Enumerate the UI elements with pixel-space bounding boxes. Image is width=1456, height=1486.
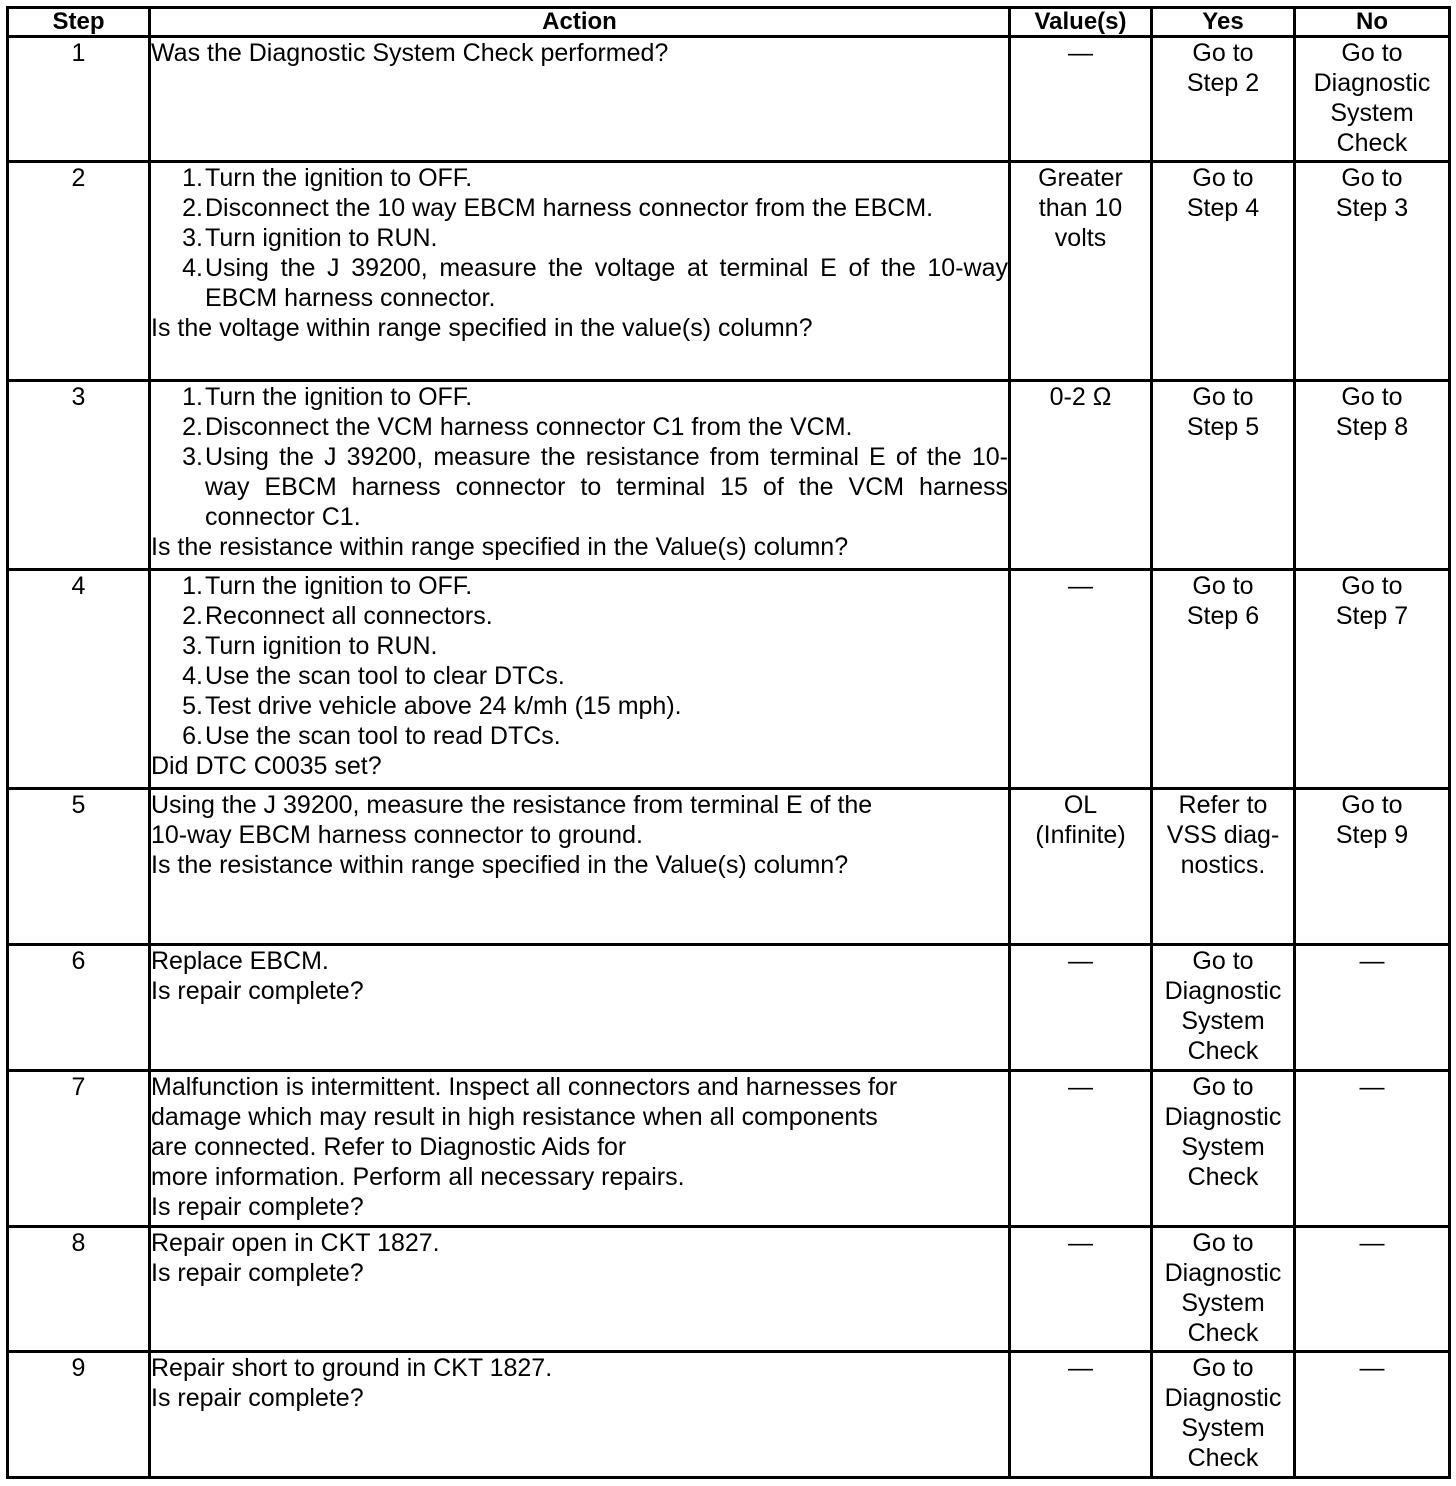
action-question: Is the voltage within range specified in the value(s) column? <box>151 313 813 342</box>
yes-line: Go to <box>1192 382 1254 411</box>
action-question: Is the resistance within range specified in the Value(s) column? <box>151 532 849 561</box>
action-step-text: Turn the ignition to OFF. <box>205 571 473 600</box>
no-line: Go to <box>1341 39 1403 67</box>
action-step-number: 3. <box>182 442 203 471</box>
value-line: — <box>1068 39 1093 67</box>
action-line: Using the J 39200, measure the resistance from terminal E of the <box>151 791 873 820</box>
no-cell <box>1295 789 1450 945</box>
step-number: 1 <box>8 37 150 162</box>
no-cell <box>1295 569 1450 788</box>
table-row <box>8 945 1450 1071</box>
action-line: Repair short to ground in CKT 1827. <box>151 1354 553 1383</box>
action-steps-list <box>151 571 1008 751</box>
action-step <box>182 442 1008 532</box>
action-line: 10-way EBCM harness connector to ground. <box>151 821 643 850</box>
value-line: — <box>1068 1228 1093 1257</box>
value-cell <box>1010 569 1152 788</box>
yes-line: Go to <box>1192 39 1254 67</box>
no-line: Check <box>1336 129 1408 157</box>
action-cell <box>150 1352 1010 1478</box>
step-number: 9 <box>8 1352 150 1478</box>
action-step-number: 3. <box>182 223 203 252</box>
value-cell <box>1010 1352 1152 1478</box>
step-number: 8 <box>8 1226 150 1352</box>
action-line: Is repair complete? <box>151 1192 364 1221</box>
action-line: Is repair complete? <box>151 1384 364 1413</box>
yes-cell <box>1152 161 1295 380</box>
action-step-text: Use the scan tool to clear DTCs. <box>205 661 565 690</box>
yes-cell <box>1152 380 1295 569</box>
yes-line: Diagnostic <box>1164 1384 1282 1413</box>
value-line: — <box>1068 1354 1093 1383</box>
yes-cell <box>1152 1352 1295 1478</box>
action-line: Is repair complete? <box>151 1258 364 1287</box>
yes-line: Diagnostic <box>1164 977 1282 1005</box>
action-step-text: Using the J 39200, measure the voltage at terminal E of the 10-way EBCM harness connector. <box>205 253 1008 312</box>
table-row <box>8 161 1450 380</box>
action-line: Repair open in CKT 1827. <box>151 1228 440 1257</box>
step-number: 6 <box>8 945 150 1071</box>
step-number: 4 <box>8 569 150 788</box>
action-question: Did DTC C0035 set? <box>151 751 382 780</box>
no-cell <box>1295 1352 1450 1478</box>
table-row <box>8 1226 1450 1352</box>
yes-cell <box>1152 1070 1295 1226</box>
action-step-text: Test drive vehicle above 24 k/mh (15 mph). <box>205 691 682 720</box>
header-values: Value(s) <box>1010 8 1152 37</box>
no-line: — <box>1359 947 1385 975</box>
action-step-number: 4. <box>182 253 203 282</box>
action-step <box>182 412 1008 442</box>
action-step-text: Use the scan tool to read DTCs. <box>205 721 561 750</box>
header-yes: Yes <box>1152 8 1295 37</box>
action-step-number: 1. <box>182 382 203 411</box>
action-step <box>182 382 1008 412</box>
yes-line: Go to <box>1192 163 1254 192</box>
action-step <box>182 721 1008 751</box>
value-line: — <box>1068 947 1093 975</box>
step-number: 7 <box>8 1070 150 1226</box>
yes-line: Step 2 <box>1186 69 1260 97</box>
value-line: Greater <box>1038 163 1123 192</box>
step-number: 5 <box>8 789 150 945</box>
action-step-text: Disconnect the VCM harness connector C1 from the VCM. <box>205 412 853 441</box>
no-line: Step 9 <box>1335 821 1409 850</box>
action-step-number: 1. <box>182 571 203 600</box>
yes-cell <box>1152 789 1295 945</box>
action-cell <box>150 945 1010 1071</box>
action-steps-list <box>151 163 1008 313</box>
yes-line: Step 6 <box>1186 601 1260 630</box>
no-line: Go to <box>1341 382 1403 411</box>
value-line: than 10 <box>1038 193 1123 222</box>
value-cell <box>1010 161 1152 380</box>
no-line: — <box>1359 1072 1385 1101</box>
action-cell <box>150 37 1010 162</box>
yes-line: System <box>1181 1007 1265 1035</box>
yes-line: VSS diag- <box>1166 821 1280 850</box>
action-step <box>182 163 1008 193</box>
action-step-text: Disconnect the 10 way EBCM harness connector from the EBCM. <box>205 193 934 222</box>
no-cell <box>1295 1070 1450 1226</box>
value-line: volts <box>1054 223 1107 252</box>
yes-line: Diagnostic <box>1164 1258 1282 1287</box>
action-line: Was the Diagnostic System Check performed? <box>151 39 669 67</box>
action-line: Is repair complete? <box>151 977 364 1005</box>
action-step <box>182 601 1008 631</box>
yes-line: Check <box>1187 1318 1259 1347</box>
action-line: Replace EBCM. <box>151 947 329 975</box>
action-step-text: Reconnect all connectors. <box>205 601 493 630</box>
no-line: Step 8 <box>1335 412 1409 441</box>
action-step-text: Using the J 39200, measure the resistance from terminal E of the 10-way EBCM harness connector to terminal 15 of the VCM harness connector C1. <box>205 442 1008 531</box>
no-line: Step 7 <box>1335 601 1409 630</box>
action-line: more information. Perform all necessary repairs. <box>151 1162 685 1191</box>
action-cell <box>150 1226 1010 1352</box>
table-row <box>8 789 1450 945</box>
yes-line: Step 5 <box>1186 412 1260 441</box>
yes-cell <box>1152 945 1295 1071</box>
yes-line: System <box>1181 1288 1265 1317</box>
yes-line: Go to <box>1192 1354 1254 1383</box>
yes-line: Check <box>1187 1444 1259 1473</box>
header-step: Step <box>8 8 150 37</box>
step-number: 3 <box>8 380 150 569</box>
yes-line: Check <box>1187 1162 1259 1191</box>
action-step-number: 3. <box>182 631 203 660</box>
action-line: Is the resistance within range specified in the Value(s) column? <box>151 851 849 880</box>
action-steps-list <box>151 382 1008 532</box>
table-row <box>8 569 1450 788</box>
action-cell <box>150 380 1010 569</box>
action-step <box>182 223 1008 253</box>
value-cell <box>1010 380 1152 569</box>
action-step <box>182 253 1008 313</box>
action-step-text: Turn the ignition to OFF. <box>205 382 473 411</box>
action-step <box>182 691 1008 721</box>
action-step-number: 2. <box>182 412 203 441</box>
yes-cell <box>1152 1226 1295 1352</box>
action-cell <box>150 569 1010 788</box>
value-cell <box>1010 1070 1152 1226</box>
action-step-number: 2. <box>182 601 203 630</box>
no-cell <box>1295 37 1450 162</box>
yes-cell <box>1152 569 1295 788</box>
yes-line: Go to <box>1192 571 1254 600</box>
value-cell <box>1010 789 1152 945</box>
table-row <box>8 1070 1450 1226</box>
no-line: Go to <box>1341 791 1403 820</box>
no-cell <box>1295 380 1450 569</box>
value-cell <box>1010 1226 1152 1352</box>
action-step-number: 2. <box>182 193 203 222</box>
no-line: — <box>1359 1354 1385 1383</box>
value-cell <box>1010 37 1152 162</box>
action-step-text: Turn ignition to RUN. <box>205 223 438 252</box>
action-step-number: 1. <box>182 163 203 192</box>
no-line: Diagnostic <box>1313 69 1431 97</box>
value-line: (Infinite) <box>1035 821 1126 850</box>
value-line: OL <box>1063 791 1098 820</box>
header-row <box>8 8 1450 37</box>
no-line: Go to <box>1341 163 1403 192</box>
table-row <box>8 1352 1450 1478</box>
step-number: 2 <box>8 161 150 380</box>
header-no: No <box>1295 8 1450 37</box>
table-row <box>8 37 1450 162</box>
value-cell <box>1010 945 1152 1071</box>
action-cell <box>150 789 1010 945</box>
action-line: are connected. Refer to Diagnostic Aids for <box>151 1132 627 1161</box>
action-step-number: 5. <box>182 691 203 720</box>
no-cell <box>1295 1226 1450 1352</box>
no-line: — <box>1359 1228 1385 1257</box>
table-body <box>8 37 1450 1478</box>
yes-line: Step 4 <box>1186 193 1260 222</box>
action-step-text: Turn ignition to RUN. <box>205 631 438 660</box>
yes-line: Refer to <box>1178 791 1268 820</box>
yes-line: nostics. <box>1180 851 1266 880</box>
header-action: Action <box>150 8 1010 37</box>
action-step <box>182 661 1008 691</box>
yes-line: Diagnostic <box>1164 1102 1282 1131</box>
action-step <box>182 193 1008 223</box>
no-cell <box>1295 161 1450 380</box>
no-line: System <box>1330 99 1414 127</box>
action-step-number: 4. <box>182 661 203 690</box>
action-cell <box>150 161 1010 380</box>
yes-line: Go to <box>1192 1072 1254 1101</box>
value-line: — <box>1068 571 1093 600</box>
action-step-number: 6. <box>182 721 203 750</box>
action-line: damage which may result in high resistance when all components <box>151 1102 878 1131</box>
yes-cell <box>1152 37 1295 162</box>
yes-line: Check <box>1187 1037 1259 1065</box>
action-step <box>182 571 1008 601</box>
action-line: Malfunction is intermittent. Inspect all connectors and harnesses for <box>151 1072 898 1101</box>
value-line: 0-2 Ω <box>1049 382 1112 411</box>
no-line: Go to <box>1341 571 1403 600</box>
no-line: Step 3 <box>1335 193 1409 222</box>
yes-line: Go to <box>1192 1228 1254 1257</box>
value-line: — <box>1068 1072 1093 1101</box>
yes-line: Go to <box>1192 947 1254 975</box>
yes-line: System <box>1181 1414 1265 1443</box>
diagnostic-table <box>6 6 1451 1479</box>
action-step-text: Turn the ignition to OFF. <box>205 163 473 192</box>
action-cell <box>150 1070 1010 1226</box>
no-cell <box>1295 945 1450 1071</box>
action-step <box>182 631 1008 661</box>
table-row <box>8 380 1450 569</box>
yes-line: System <box>1181 1132 1265 1161</box>
